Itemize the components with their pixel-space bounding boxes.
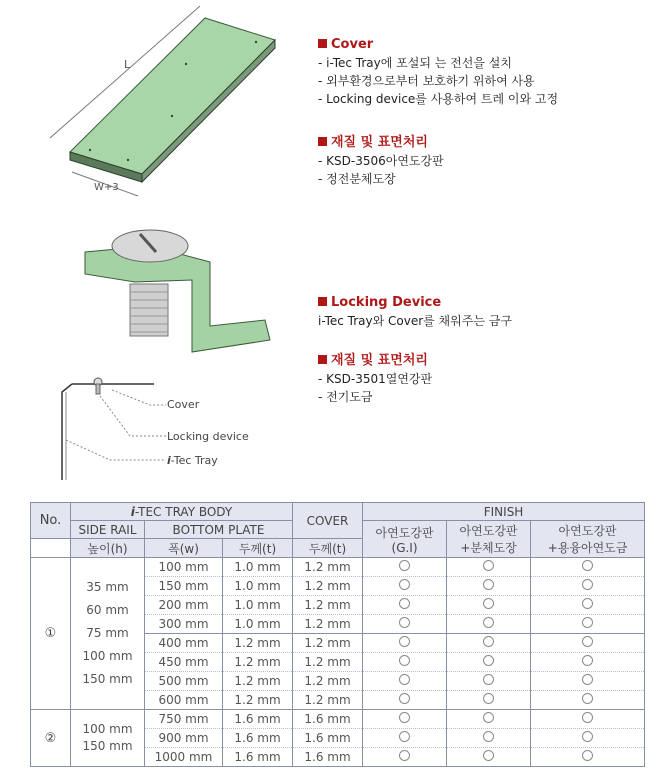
locking-material-1: - KSD-3501열연강판: [318, 372, 433, 386]
cell-width: 450 mm: [145, 653, 223, 672]
cell-cover: 1.2 mm: [293, 672, 363, 691]
group1-body: [31, 558, 645, 710]
finish1-header: 아연도강판 (G.I): [363, 521, 447, 558]
cover-line-2: - 외부환경으로부터 보호하기 위하여 사용: [318, 74, 535, 88]
cell-cover: 1.2 mm: [293, 615, 363, 634]
cover-line-3: - Locking device를 사용하여 트레 이와 고정: [318, 92, 559, 106]
side-rail-header: SIDE RAIL: [71, 521, 145, 539]
bottom-plate-header: BOTTOM PLATE: [145, 521, 293, 539]
cell-width: 100 mm: [145, 558, 223, 577]
cell-width: 900 mm: [145, 729, 223, 748]
cover-material-2: - 정전분체도장: [318, 172, 396, 186]
cell-width: 500 mm: [145, 672, 223, 691]
locking-section: [318, 294, 512, 330]
cover-material-title: 재질 및 표면처리: [318, 134, 444, 152]
width-label: W+3: [94, 182, 119, 193]
cover-material-1: - KSD-3506아연도강판: [318, 154, 444, 168]
cell-cover: 1.2 mm: [293, 653, 363, 672]
locking-title: Locking Device: [318, 294, 512, 312]
assembly-cover-label: Cover: [167, 398, 200, 411]
locking-device-drawing: [80, 222, 280, 367]
finish3-header: 아연도강판 +용융아연도금: [531, 521, 645, 558]
assembly-tray-label: i-Tec Tray: [167, 454, 218, 467]
locking-material-section: [318, 352, 432, 406]
body-header: i-TEC TRAY BODY: [71, 503, 293, 521]
cell-cover: 1.2 mm: [293, 577, 363, 596]
cell-thickness: 1.2 mm: [223, 634, 293, 653]
group1-no: ①: [31, 558, 71, 710]
cell-thickness: 1.0 mm: [223, 558, 293, 577]
cell-cover: 1.6 mm: [293, 748, 363, 767]
cell-cover: 1.2 mm: [293, 634, 363, 653]
cell-cover: 1.6 mm: [293, 729, 363, 748]
bracket-plate: [85, 246, 270, 352]
group2-body: [31, 710, 645, 767]
finish-circle: [582, 560, 593, 571]
cell-cover: 1.2 mm: [293, 691, 363, 710]
finish-circle: [399, 560, 410, 571]
finish2-header: 아연도강판 +분체도장: [447, 521, 531, 558]
cell-thickness: 1.6 mm: [223, 748, 293, 767]
width-header: 폭(w): [145, 539, 223, 558]
spec-table: [30, 502, 645, 767]
length-label: L: [124, 58, 131, 71]
cell-width: 200 mm: [145, 596, 223, 615]
cell-cover: 1.6 mm: [293, 710, 363, 729]
cover-line-1: - i-Tec Tray에 포설되 는 전선을 설치: [318, 56, 512, 70]
cell-thickness: 1.6 mm: [223, 729, 293, 748]
cell-cover: 1.2 mm: [293, 596, 363, 615]
cell-width: 300 mm: [145, 615, 223, 634]
cover-material-section: [318, 134, 444, 188]
group2-no: ②: [31, 710, 71, 767]
cover-thickness-header: 두께(t): [293, 539, 363, 558]
table-row: [31, 558, 645, 577]
assembly-locking-label: Locking device: [167, 430, 249, 443]
cover-title: Cover: [318, 36, 558, 54]
height-header: 높이(h): [71, 539, 145, 558]
cell-thickness: 1.0 mm: [223, 615, 293, 634]
cover-header: COVER: [293, 503, 363, 539]
cell-width: 1000 mm: [145, 748, 223, 767]
cell-thickness: 1.0 mm: [223, 596, 293, 615]
locking-material-title: 재질 및 표면처리: [318, 352, 432, 370]
finish-header: FINISH: [363, 503, 645, 521]
thickness-header: 두께(t): [223, 539, 293, 558]
cell-width: 600 mm: [145, 691, 223, 710]
cell-width: 150 mm: [145, 577, 223, 596]
cover-drawing: [20, 0, 280, 210]
group1-heights: 35 mm 60 mm 75 mm 100 mm 150 mm: [71, 558, 145, 710]
cell-thickness: 1.0 mm: [223, 577, 293, 596]
locking-line-1: i-Tec Tray와 Cover를 채워주는 금구: [318, 314, 512, 328]
cell-width: 750 mm: [145, 710, 223, 729]
cell-thickness: 1.2 mm: [223, 653, 293, 672]
cover-section: [318, 36, 558, 108]
cell-width: 400 mm: [145, 634, 223, 653]
finish-circle: [483, 560, 494, 571]
no-header: No.: [31, 503, 71, 539]
locking-material-2: - 전기도금: [318, 390, 373, 404]
group2-heights: 100 mm 150 mm: [71, 710, 145, 767]
table-row: [31, 710, 645, 729]
cell-thickness: 1.2 mm: [223, 691, 293, 710]
cell-cover: 1.2 mm: [293, 558, 363, 577]
cell-thickness: 1.6 mm: [223, 710, 293, 729]
cell-thickness: 1.2 mm: [223, 672, 293, 691]
